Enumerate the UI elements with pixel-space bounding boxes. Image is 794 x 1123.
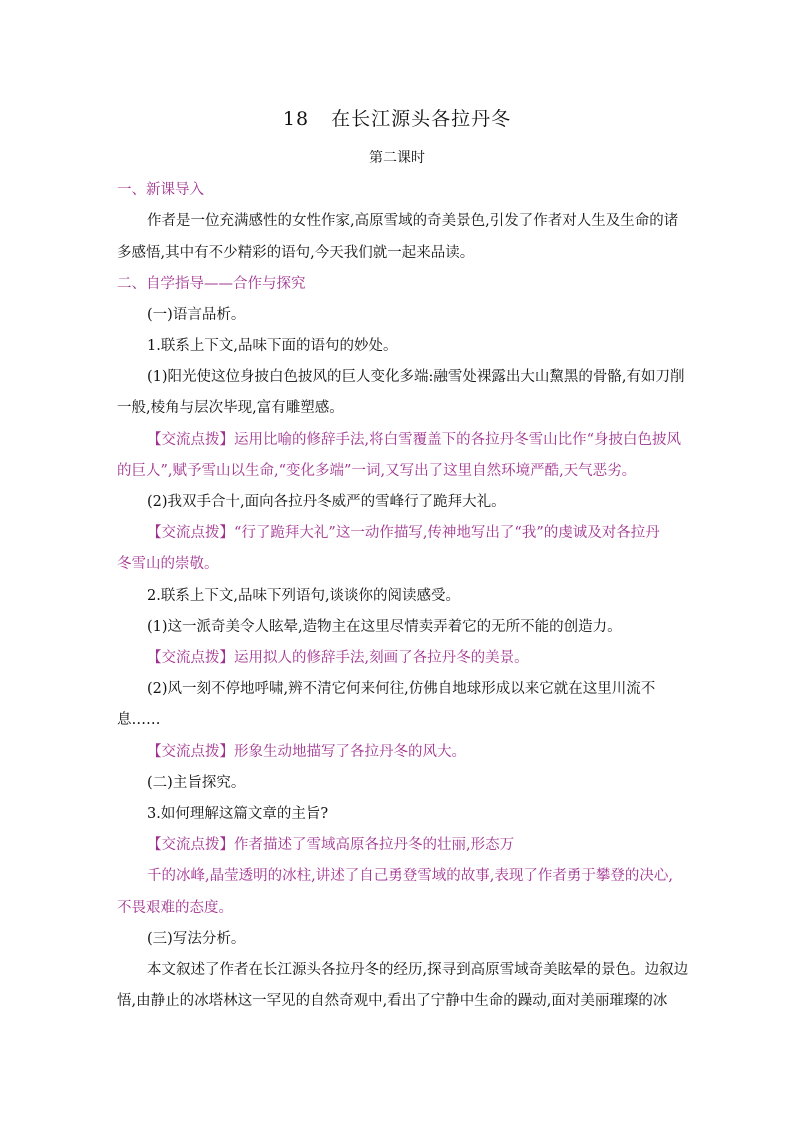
note-label: 【交流点拨】 — [147, 650, 234, 666]
text-line: 多感悟,其中有不少精彩的语句,今天我们就一起来品读。 — [117, 245, 475, 261]
note-line — [147, 646, 529, 667]
note-line — [147, 428, 681, 449]
note-label: 【交流点拨】 — [147, 837, 234, 853]
text-line: 一般,棱角与层次毕现,富有雕塑感。 — [117, 400, 344, 416]
note-line: 冬雪山的崇敬。 — [117, 556, 219, 572]
note-text: “行了跪拜大礼”这一动作描写,传神地写出了“我”的虔诚及对各拉丹 — [234, 525, 660, 541]
text-line: (1)这一派奇美令人眩晕,造物主在这里尽情卖弄着它的无所不能的创造力。 — [147, 619, 622, 635]
text-line: 2.联系上下文,品味下列语句,谈谈你的阅读感受。 — [147, 588, 461, 604]
lesson-title-text: 在长江源头各拉丹冬 — [331, 108, 512, 130]
text-line: 悟,由静止的冰塔林这一罕见的自然奇观中,看出了宁静中生命的躁动,面对美丽璀璨的冰 — [117, 993, 668, 1009]
text-line: (2)风一刻不停地呼啸,辨不清它何来何往,仿佛自地球形成以来它就在这里川流不 — [147, 681, 656, 697]
lesson-subtitle: 第二课时 — [369, 150, 425, 166]
note-line — [147, 521, 660, 542]
note-text: 运用拟人的修辞手法,刻画了各拉丹冬的美景。 — [234, 650, 529, 666]
note-line: 千的冰峰,晶莹透明的冰柱,讲述了自己勇登雪域的故事,表现了作者勇于攀登的决心, — [147, 868, 673, 884]
text-line: (三)写法分析。 — [147, 931, 246, 947]
text-line: 息…… — [117, 712, 161, 728]
section-heading: 一、新课导入 — [117, 182, 204, 198]
text-line: 作者是一位充满感性的女性作家,高原雪域的奇美景色,引发了作者对人生及生命的诸 — [147, 213, 679, 229]
note-text: 运用比喻的修辞手法,将白雪覆盖下的各拉丹冬雪山比作“身披白色披风 — [234, 432, 682, 448]
text-line: 3.如何理解这篇文章的主旨? — [147, 806, 329, 822]
lesson-title — [0, 104, 794, 131]
section-heading: 二、自学指导——合作与探究 — [117, 276, 306, 292]
text-line: 本文叙述了作者在长江源头各拉丹冬的经历,探寻到高原雪域奇美眩晕的景色。边叙边 — [147, 962, 689, 978]
note-line — [147, 833, 514, 854]
note-line: 不畏艰难的态度。 — [117, 900, 233, 916]
note-label: 【交流点拨】 — [147, 744, 234, 760]
text-line: 1.联系上下文,品味下面的语句的妙处。 — [147, 338, 398, 354]
text-line: (1)阳光使这位身披白色披风的巨人变化多端:融雪处裸露出大山黧黑的骨骼,有如刀削 — [147, 369, 685, 385]
text-line: (一)语言品析。 — [147, 307, 246, 323]
note-line — [147, 740, 466, 761]
lesson-number: 18 — [282, 108, 310, 130]
note-label: 【交流点拨】 — [147, 432, 234, 448]
note-label: 【交流点拨】 — [147, 525, 234, 541]
note-line: 的巨人”,赋予雪山以生命,“变化多端”一词,又写出了这里自然环境严酷,天气恶劣。 — [117, 463, 637, 479]
text-line: (2)我双手合十,面向各拉丹冬威严的雪峰行了跪拜大礼。 — [147, 494, 506, 510]
note-text: 作者描述了雪域高原各拉丹冬的壮丽,形态万 — [234, 837, 515, 853]
note-text: 形象生动地描写了各拉丹冬的风大。 — [234, 744, 466, 760]
text-line: (二)主旨探究。 — [147, 775, 246, 791]
